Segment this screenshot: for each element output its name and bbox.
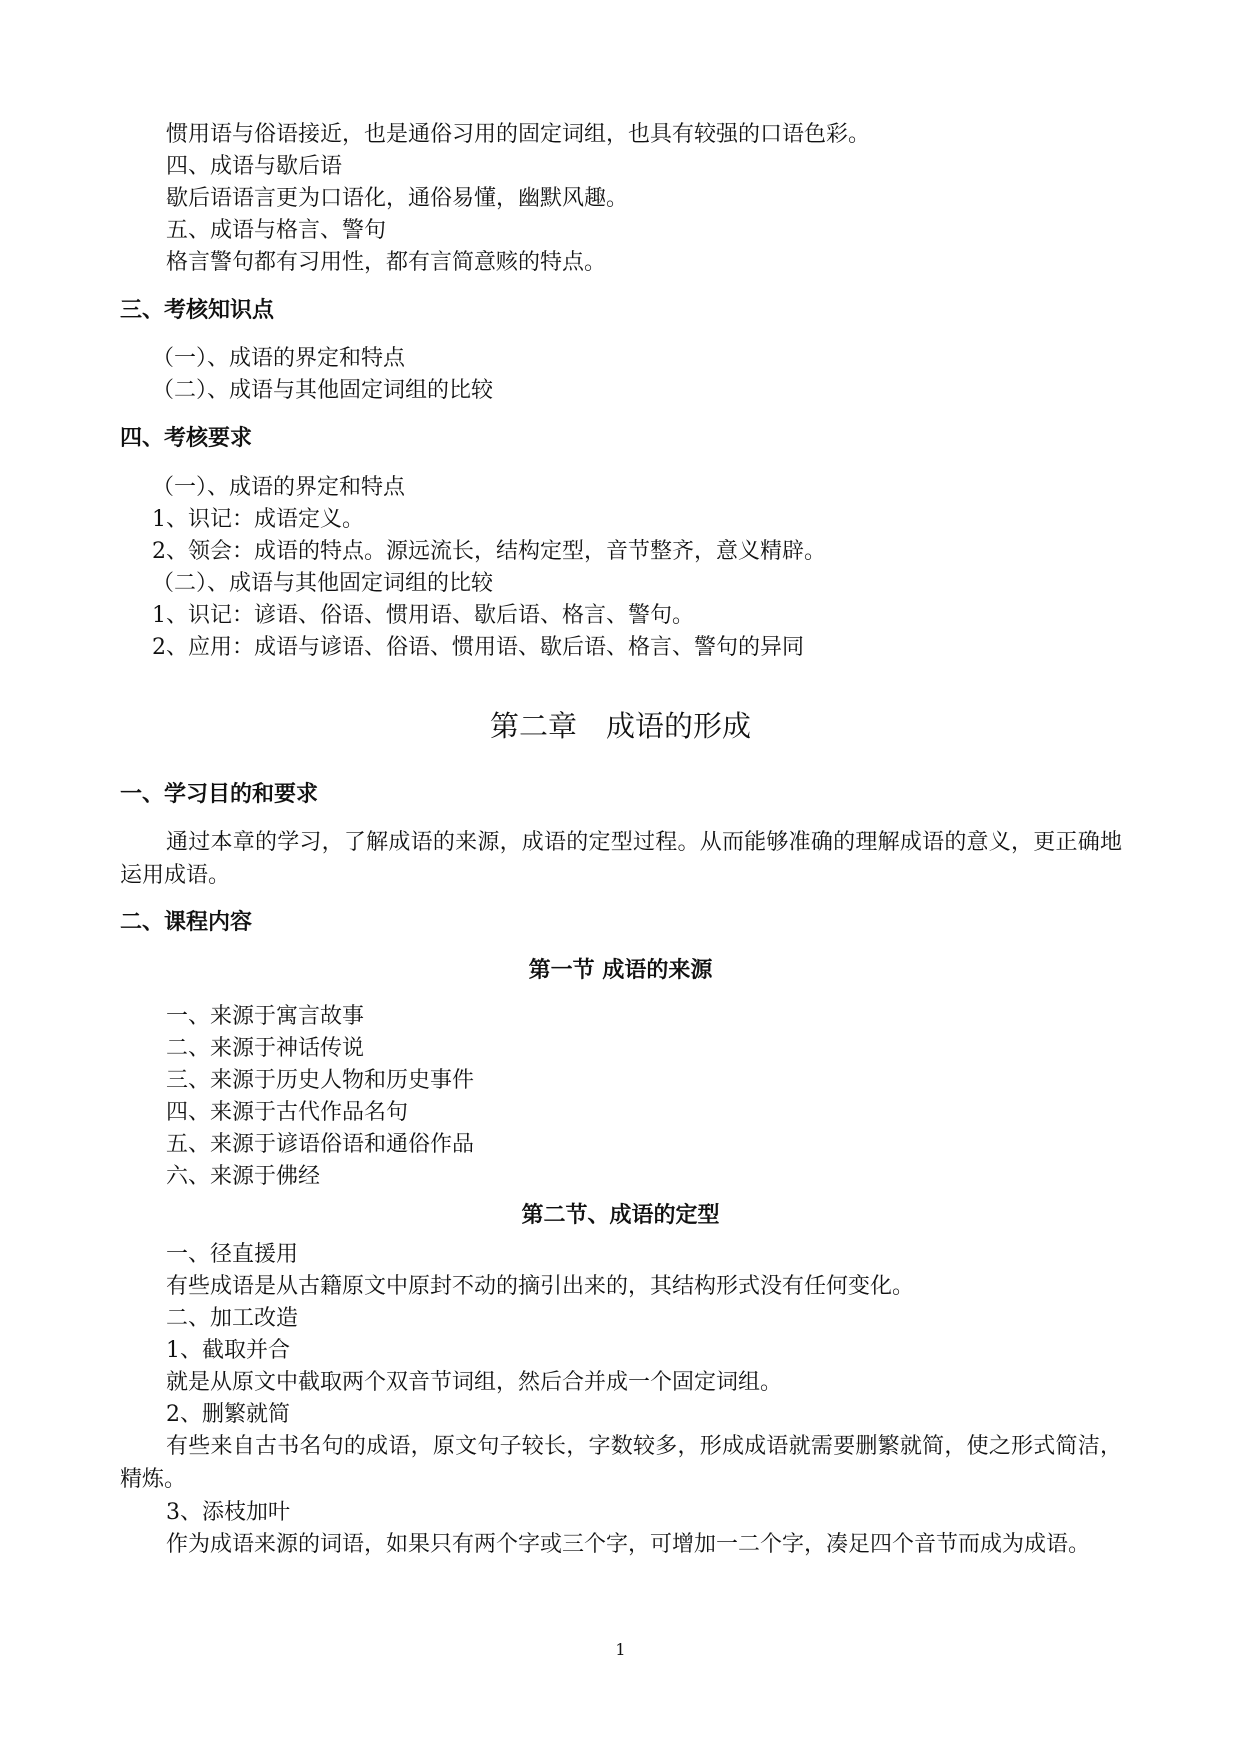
- subsection-title: 第一节 成语的来源: [528, 958, 713, 983]
- list-item: （一）、成语的界定和特点: [152, 475, 406, 500]
- list-item: 2、领会：成语的特点。源远流长，结构定型，音节整齐，意义精辟。: [152, 539, 826, 564]
- text-line: 歇后语语言更为口语化，通俗易懂，幽默风趣。: [166, 186, 629, 211]
- section-heading: 二、课程内容: [120, 910, 253, 935]
- text-line: 有些成语是从古籍原文中原封不动的摘引出来的，其结构形式没有任何变化。: [166, 1274, 915, 1299]
- list-item: （一）、成语的界定和特点: [152, 346, 406, 371]
- list-item: 一、来源于寓言故事: [166, 1004, 365, 1029]
- paragraph: 通过本章的学习，了解成语的来源，成语的定型过程。从而能够准确的理解成语的意义，更正确地运用成语。: [120, 830, 1122, 888]
- text-line: 一、径直援用: [166, 1242, 299, 1267]
- text-line: 就是从原文中截取两个双音节词组，然后合并成一个固定词组。: [166, 1370, 783, 1395]
- list-item: 1、识记：成语定义。: [152, 507, 364, 532]
- text-line: 惯用语与俗语接近，也是通俗习用的固定词组，也具有较强的口语色彩。: [166, 122, 871, 147]
- text-line: 二、加工改造: [166, 1306, 299, 1331]
- list-item: （二）、成语与其他固定词组的比较: [152, 571, 494, 596]
- text-line: 四、成语与歇后语: [166, 154, 343, 179]
- subsection-title: 第二节、成语的定型: [521, 1203, 720, 1228]
- text-line: 2、删繁就简: [166, 1402, 290, 1427]
- section-heading: 四、考核要求: [120, 426, 253, 451]
- list-item: 2、应用：成语与谚语、俗语、惯用语、歇后语、格言、警句的异同: [152, 635, 804, 660]
- chapter-title: 第二章 成语的形成: [489, 709, 751, 743]
- text-line: 格言警句都有习用性，都有言简意赅的特点。: [166, 250, 607, 275]
- list-item: 1、识记：谚语、俗语、惯用语、歇后语、格言、警句。: [152, 603, 694, 628]
- paragraph: 作为成语来源的词语，如果只有两个字或三个字，可增加一二个字，凑足四个音节而成为成语。: [166, 1532, 1091, 1557]
- section-heading: 一、学习目的和要求: [120, 782, 319, 807]
- list-item: 二、来源于神话传说: [166, 1036, 365, 1061]
- list-item: 五、来源于谚语俗语和通俗作品: [166, 1132, 475, 1157]
- text-line: 五、成语与格言、警句: [166, 218, 387, 243]
- text-line: 3、添枝加叶: [166, 1500, 290, 1525]
- list-item: 四、来源于古代作品名句: [166, 1100, 409, 1125]
- page-number: 1: [615, 1640, 626, 1659]
- section-heading: 三、考核知识点: [120, 298, 275, 323]
- list-item: 三、来源于历史人物和历史事件: [166, 1068, 475, 1093]
- text-line: 1、截取并合: [166, 1338, 290, 1363]
- list-item: （二）、成语与其他固定词组的比较: [152, 378, 494, 403]
- paragraph: 有些来自古书名句的成语，原文句子较长，字数较多，形成成语就需要删繁就简，使之形式简洁，精炼。: [120, 1434, 1122, 1492]
- list-item: 六、来源于佛经: [166, 1164, 321, 1189]
